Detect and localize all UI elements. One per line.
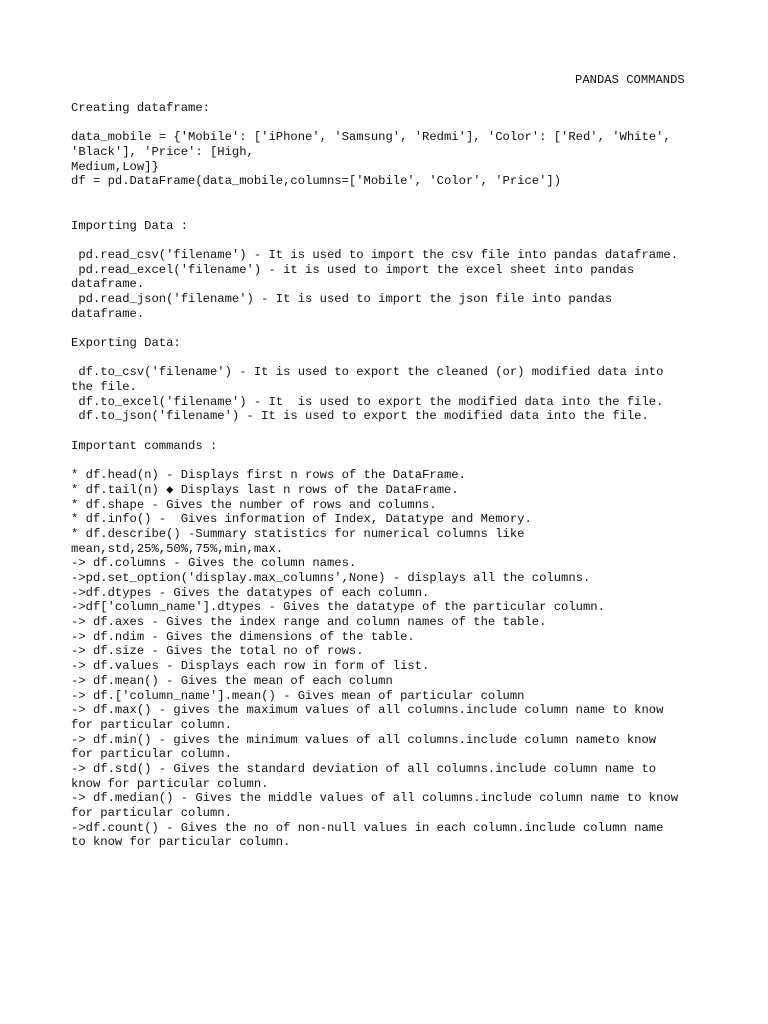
- command-line: ->df.dtypes - Gives the datatypes of each column.: [71, 585, 430, 600]
- blank-line: [71, 116, 711, 131]
- document-title: PANDAS COMMANDS: [575, 73, 685, 87]
- text-line: df.to_json('filename') - It is used to export the modified data into the file.: [71, 409, 649, 424]
- command-line: ->pd.set_option('display.max_columns',None) - displays all the columns.: [71, 571, 591, 585]
- blank-line: [71, 233, 711, 248]
- command-line: -> df.columns - Gives the column names.: [71, 556, 357, 571]
- blank-line: [71, 189, 711, 204]
- section-heading-importing: Importing Data :: [71, 218, 189, 233]
- section-heading-exporting: Exporting Data:: [71, 336, 181, 350]
- command-line: -> df.ndim - Gives the dimensions of the table.: [71, 629, 415, 644]
- command-line: for particular column.: [71, 717, 232, 732]
- command-line: -> df.axes - Gives the index range and column names of the table.: [71, 615, 547, 630]
- command-line: ->df['column_name'].dtypes - Gives the datatype of the particular column.: [71, 600, 605, 615]
- command-line: -> df.median() - Gives the middle values of all columns.include column name to know: [71, 791, 679, 806]
- text-line: dataframe.: [71, 306, 145, 321]
- text-line: pd.read_json('filename') - It is used to import the json file into pandas: [71, 291, 613, 306]
- blank-line: [71, 351, 711, 366]
- text-line: dataframe.: [71, 277, 145, 292]
- code-line: data_mobile = {'Mobile': ['iPhone', 'Samsung', 'Redmi'], 'Color': ['Red', 'White',: [71, 130, 671, 145]
- command-line: -> df.std() - Gives the standard deviation of all columns.include column name to: [71, 761, 657, 776]
- section-heading-creating: Creating dataframe:: [71, 101, 210, 115]
- command-line: ->df.count() - Gives the no of non-null values in each column.include column name: [71, 820, 664, 835]
- blank-line: [71, 204, 711, 219]
- command-line: -> df.mean() - Gives the mean of each column: [71, 673, 393, 688]
- code-line: df = pd.DataFrame(data_mobile,columns=['Mobile', 'Color', 'Price']): [71, 174, 562, 189]
- document-body: [71, 101, 711, 850]
- text-line: df.to_csv('filename') - It is used to export the cleaned (or) modified data into: [71, 365, 664, 380]
- command-line: * df.head(n) - Displays first n rows of the DataFrame.: [71, 468, 466, 483]
- command-line: * df.shape - Gives the number of rows and columns.: [71, 497, 437, 512]
- section-heading-important: Important commands :: [71, 438, 218, 453]
- text-line: df.to_excel('filename') - It is used to export the modified data into the file.: [71, 394, 664, 409]
- command-line: for particular column.: [71, 806, 232, 820]
- text-line: pd.read_csv('filename') - It is used to import the csv file into pandas dataframe.: [71, 247, 679, 262]
- command-line: for particular column.: [71, 747, 232, 762]
- command-line: * df.tail(n) ◆ Displays last n rows of the DataFrame.: [71, 482, 459, 497]
- command-line: -> df.size - Gives the total no of rows.: [71, 644, 364, 659]
- command-line: -> df.max() - gives the maximum values of all columns.include column name to know: [71, 703, 664, 718]
- command-line: * df.describe() -Summary statistics for numerical columns like: [71, 526, 525, 541]
- command-line: * df.info() - Gives information of Index, Datatype and Memory.: [71, 512, 532, 527]
- command-line: mean,std,25%,50%,75%,min,max.: [71, 541, 284, 556]
- text-line: the file.: [71, 380, 137, 395]
- blank-line: [71, 454, 711, 469]
- code-line: Medium,Low]}: [71, 159, 159, 174]
- command-line: -> df.min() - gives the minimum values of all columns.include column nameto know: [71, 732, 657, 747]
- text-line: pd.read_excel('filename') - it is used to import the excel sheet into pandas: [71, 262, 635, 277]
- command-line: -> df.['column_name'].mean() - Gives mean of particular column: [71, 688, 525, 703]
- command-line: know for particular column.: [71, 776, 269, 791]
- command-line: -> df.values - Displays each row in form of list.: [71, 659, 430, 674]
- code-line: 'Black'], 'Price': [High,: [71, 145, 254, 160]
- command-line: to know for particular column.: [71, 835, 291, 850]
- blank-line: [71, 321, 711, 336]
- blank-line: [71, 424, 711, 439]
